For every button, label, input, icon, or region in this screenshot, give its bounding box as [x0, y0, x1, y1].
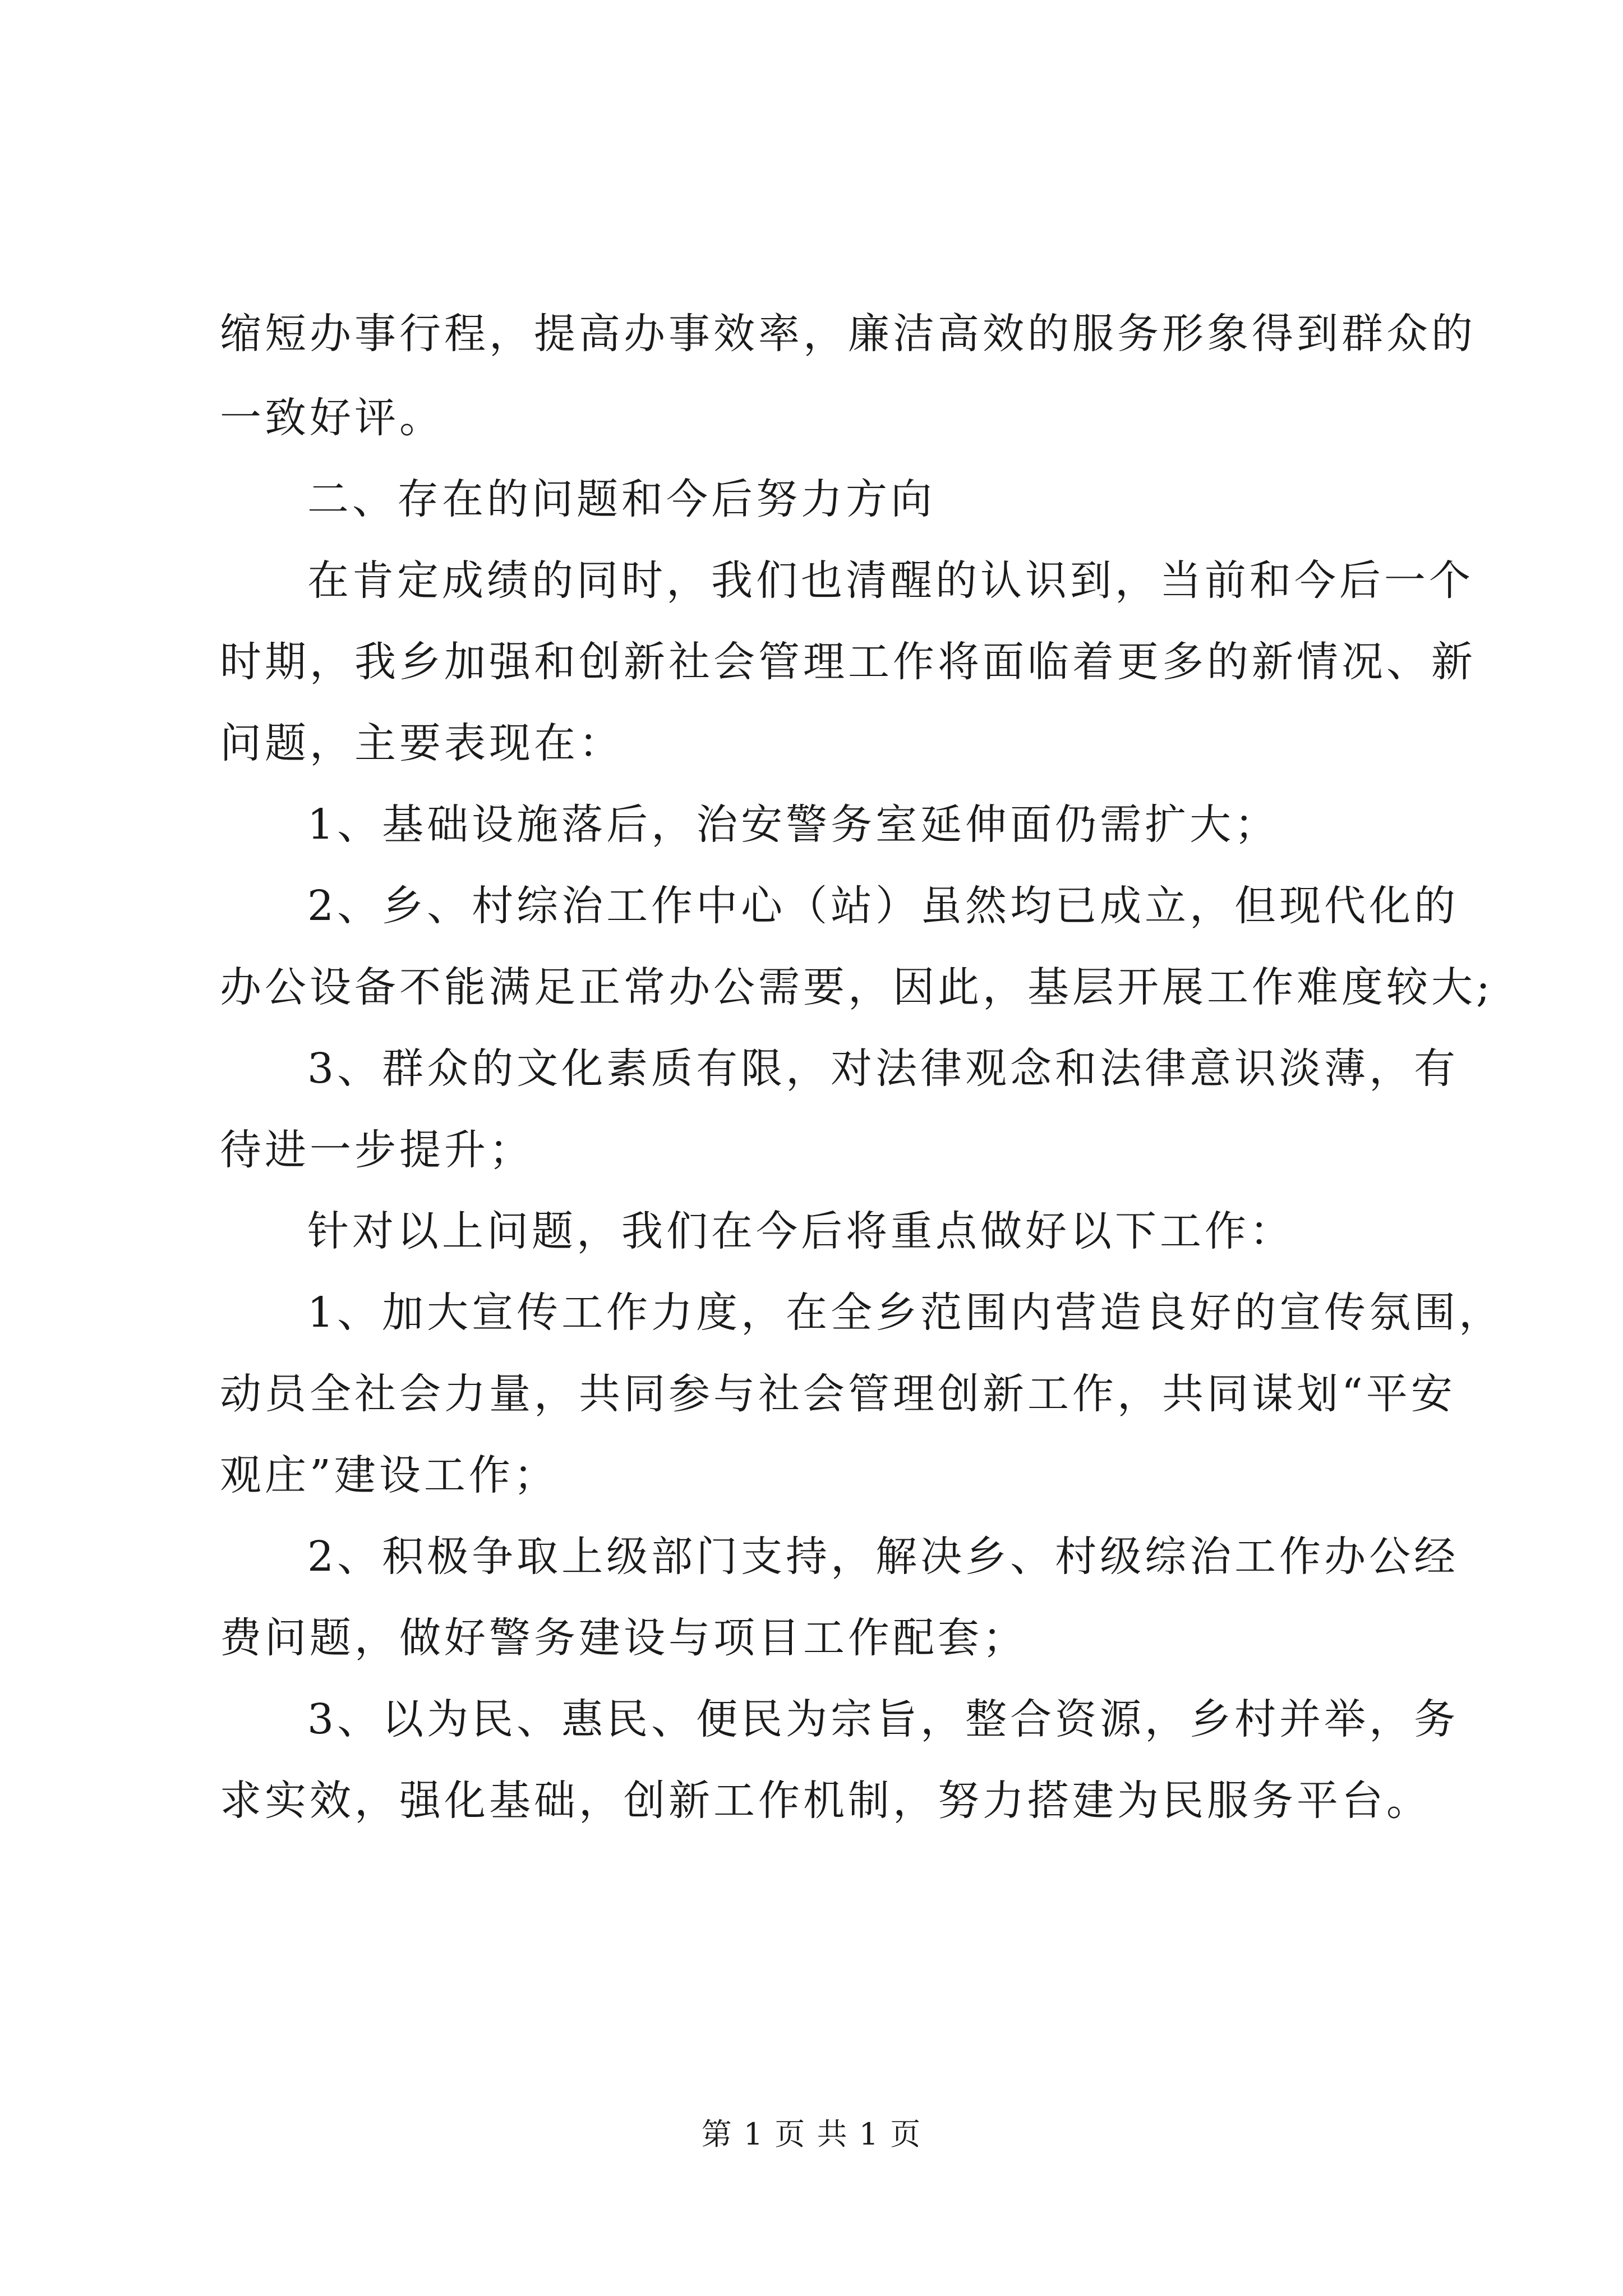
section-heading: 二、存在的问题和今后努力方向 — [307, 475, 935, 523]
list-item: 1、加大宣传工作力度，在全乡范围内营造良好的宣传氛围， — [307, 1289, 1504, 1337]
list-item: 2、乡、村综治工作中心（站）虽然均已成立，但现代化的 — [307, 882, 1459, 930]
list-item-continuation: 待进一步提升； — [220, 1126, 534, 1174]
paragraph-line: 一致好评。 — [220, 394, 444, 442]
list-item-continuation: 办公设备不能满足正常办公需要，因此，基层开展工作难度较大; — [220, 963, 1493, 1011]
paragraph-line: 问题，主要表现在： — [220, 719, 624, 767]
paragraph-line: 在肯定成绩的同时，我们也清醒的认识到，当前和今后一个 — [307, 556, 1474, 605]
list-item-continuation: 动员全社会力量，共同参与社会管理创新工作，共同谋划“平安 — [220, 1370, 1456, 1418]
paragraph-line: 缩短办事行程，提高办事效率，廉洁高效的服务形象得到群众的 — [220, 310, 1476, 358]
paragraph-line: 时期，我乡加强和创新社会管理工作将面临着更多的新情况、新 — [220, 638, 1476, 686]
list-item: 2、积极争取上级部门支持，解决乡、村级综治工作办公经 — [307, 1533, 1459, 1581]
list-item-continuation: 求实效，强化基础，创新工作机制，努力搭建为民服务平台。 — [220, 1777, 1431, 1825]
list-item: 3、以为民、惠民、便民为宗旨，整合资源，乡村并举，务 — [307, 1695, 1459, 1743]
list-item: 1、基础设施落后，治安警务室延伸面仍需扩大； — [307, 800, 1280, 849]
page-footer: 第 1 页 共 1 页 — [701, 2116, 922, 2152]
list-item: 3、群众的文化素质有限，对法律观念和法律意识淡薄，有 — [307, 1045, 1459, 1093]
paragraph-line: 针对以上问题，我们在今后将重点做好以下工作： — [307, 1207, 1294, 1255]
list-item-continuation: 观庄”建设工作； — [220, 1451, 559, 1499]
list-item-continuation: 费问题，做好警务建设与项目工作配套； — [220, 1614, 1027, 1662]
